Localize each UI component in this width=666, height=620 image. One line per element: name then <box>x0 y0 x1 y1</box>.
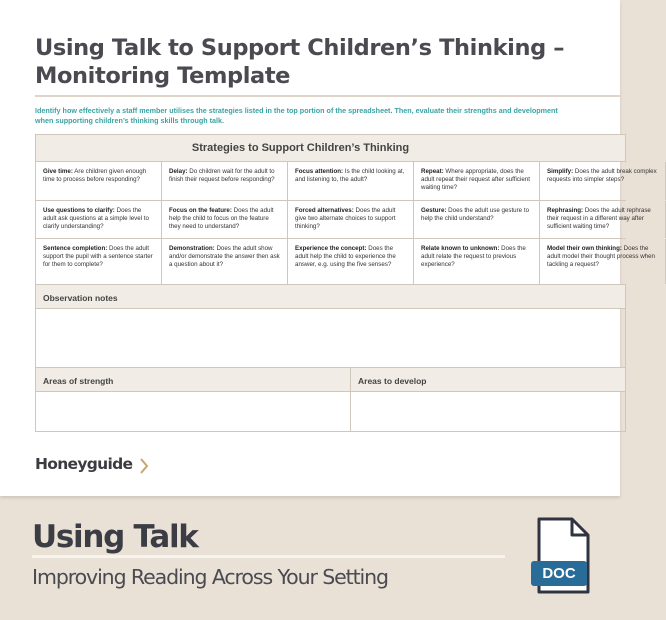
areas-of-strength-label: Areas of strength <box>36 368 351 391</box>
intro-text <box>35 106 620 126</box>
strategy-cell: Gesture: Does the adult use gesture to help the child understand? <box>414 201 540 238</box>
strategy-row <box>36 239 656 285</box>
intro-line-1: Identify how effectively a staff member utilises the strategies listed in the top portion of the spreadsheet. Then, evaluate their strengths and development <box>35 106 558 115</box>
strategy-cell: Rephrasing: Does the adult rephrase their request in a different way after sufficient waiting time? <box>540 201 666 238</box>
strategy-cell: Sentence completion: Does the adult support the pupil with a sentence starter for them to complete? <box>36 239 162 284</box>
strategy-cell: Demonstration: Does the adult show and/or demonstrate the answer then ask a question about it? <box>162 239 288 284</box>
intro-line-2: when supporting children’s thinking skills through talk. <box>35 116 225 125</box>
evaluation-header-row <box>36 368 626 392</box>
honeyguide-chevron-icon <box>139 457 149 475</box>
monitoring-table <box>35 134 657 432</box>
doc-format-badge: DOC <box>531 561 587 586</box>
areas-to-develop-field[interactable] <box>351 392 626 431</box>
banner-title: Using Talk <box>32 519 198 555</box>
strategy-cell: Focus on the feature: Does the adult help the child to focus on the feature they need to understand? <box>162 201 288 238</box>
document-title-line-2: Monitoring Template <box>35 63 291 89</box>
strategy-cell: Give time: Are children given enough time to process before responding? <box>36 162 162 200</box>
areas-of-strength-field[interactable] <box>36 392 351 431</box>
honeyguide-logo: Honeyguide <box>35 455 133 473</box>
observation-notes-field[interactable] <box>36 309 626 368</box>
title-divider <box>35 95 620 97</box>
document-title <box>35 34 615 90</box>
strategies-header: Strategies to Support Children’s Thinking <box>36 135 626 162</box>
strategy-cell: Experience the concept: Does the adult help the child to experience the answer, e.g. using the five senses? <box>288 239 414 284</box>
strategy-cell: Use questions to clarify: Does the adult ask questions at a simple level to clarify understanding? <box>36 201 162 238</box>
banner-subtitle: Improving Reading Across Your Setting <box>32 565 388 589</box>
strategy-cell: Repeat: Where appropriate, does the adult repeat their request after sufficient waiting time? <box>414 162 540 200</box>
strategy-cell: Simplify: Does the adult break complex requests into simpler steps? <box>540 162 666 200</box>
observation-notes-label: Observation notes <box>36 285 626 309</box>
strategy-row <box>36 162 657 201</box>
evaluation-body-row <box>36 392 626 432</box>
banner-divider <box>32 555 505 558</box>
strategy-cell: Delay: Do children wait for the adult to finish their request before responding? <box>162 162 288 200</box>
document-title-line-1: Using Talk to Support Children’s Thinking – <box>35 35 565 61</box>
strategy-cell: Relate known to unknown: Does the adult relate the request to previous experience? <box>414 239 540 284</box>
areas-to-develop-label: Areas to develop <box>351 368 626 391</box>
strategy-cell: Focus attention: Is the child looking at, and listening to, the adult? <box>288 162 414 200</box>
strategy-row <box>36 201 651 239</box>
strategy-cell: Forced alternatives: Does the adult give two alternate choices to support thinking? <box>288 201 414 238</box>
strategy-cell: Model their own thinking: Does the adult model their thought process when tackling a request? <box>540 239 666 284</box>
